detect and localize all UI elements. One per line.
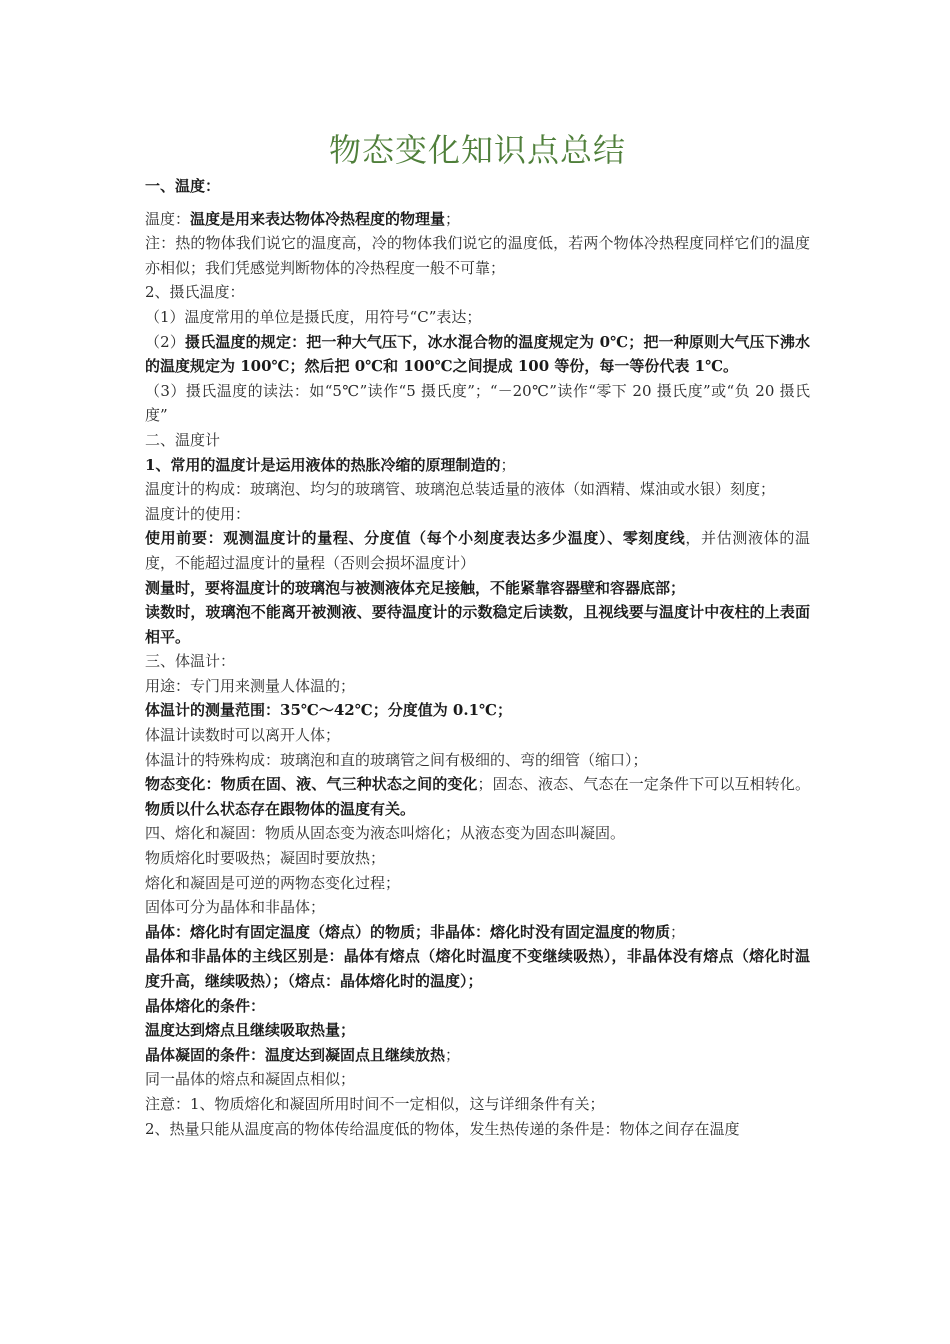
thermometer-reading: 读数时，玻璃泡不能离开被测液、要待温度计的示数稳定后读数，且视线要与温度计中夜柱的上表面相平。 <box>145 603 810 646</box>
section-heading-melting: 四、熔化和凝固：物质从固态变为液态叫熔化；从液态变为固态叫凝固。 <box>145 824 626 843</box>
thermometer-before-use: 使用前要：观测温度计的量程、分度值（每个小刻度表达多少温度）、零刻度线，并估测液体的温度，不能超过温度计的量程（否则会损坏温度计） <box>145 529 810 572</box>
celsius-point-3: （3）摄氏温度的读法：如“5℃”读作“5 摄氏度”；“－20℃”读作“零下 20 摄氏度”或“负 20 摄氏度” <box>145 381 810 425</box>
section-heading-thermometer: 二、温度计 <box>145 430 221 449</box>
clinical-thermometer-purpose: 用途：专门用来测量人体温的； <box>145 676 356 695</box>
celsius-subheading: 2、摄氏温度： <box>145 283 245 302</box>
crystal-definition: 晶体：熔化时有固定温度（熔点）的物质；非晶体：熔化时没有固定温度的物质； <box>145 922 686 941</box>
section-heading-clinical-thermometer: 三、体温计： <box>145 652 236 671</box>
clinical-thermometer-reading: 体温计读数时可以离开人体； <box>145 726 341 745</box>
melting-freezing-point: 同一晶体的熔点和凝固点相似； <box>145 1070 356 1089</box>
note-time: 注意：1、物质熔化和凝固所用时间不一定相似，这与详细条件有关； <box>145 1094 605 1113</box>
thermometer-measuring: 测量时，要将温度计的玻璃泡与被测液体充足接触，不能紧靠容器壁和容器底部； <box>145 578 686 597</box>
crystal-difference: 晶体和非晶体的主线区别是：晶体有熔点（熔化时温度不变继续吸热），非晶体没有熔点（熔化时温度升高，继续吸热）；（熔点：晶体熔化时的温度）； <box>145 947 810 990</box>
melting-heat: 物质熔化时要吸热；凝固时要放热； <box>145 849 386 868</box>
document-body <box>145 174 810 1141</box>
note-heat-transfer: 2、热量只能从温度高的物体传给温度低的物体，发生热传递的条件是：物体之间存在温度 <box>145 1119 740 1138</box>
clinical-thermometer-range: 体温计的测量范围：35℃～42℃；分度值为 0.1℃； <box>145 701 512 720</box>
thermometer-principle: 1、常用的温度计是运用液体的热胀冷缩的原理制造的； <box>145 455 516 474</box>
temperature-definition: 温度：温度是用来表达物体冷热程度的物理量； <box>145 209 461 228</box>
crystal-melting-condition: 晶体熔化的条件： <box>145 996 266 1015</box>
clinical-thermometer-structure: 体温计的特殊构成：玻璃泡和直的玻璃管之间有极细的、弯的细管（缩口）； <box>145 750 648 769</box>
melting-reversible: 熔化和凝固是可逆的两物态变化过程； <box>145 873 401 892</box>
celsius-point-1: （1）温度常用的单位是摄氏度，用符号“C”表达； <box>145 307 482 326</box>
thermometer-structure: 温度计的构成：玻璃泡、均匀的玻璃管、玻璃泡总装适量的液体（如酒精、煤油或水银）刻度； <box>145 480 776 499</box>
crystal-melting-condition-detail: 温度达到熔点且继续吸取热量； <box>145 1021 356 1040</box>
crystal-freezing-condition: 晶体凝固的条件：温度达到凝固点且继续放热； <box>145 1045 461 1064</box>
solid-types: 固体可分为晶体和非晶体； <box>145 898 326 917</box>
temperature-note: 注：热的物体我们说它的温度高，冷的物体我们说它的温度低，若两个物体冷热程度同样它们的温度亦相似；我们凭感觉判断物体的冷热程度一般不可靠； <box>145 234 810 277</box>
thermometer-usage-heading: 温度计的使用： <box>145 504 251 523</box>
section-heading-temperature: 一、温度： <box>145 177 221 195</box>
celsius-point-2: （2）摄氏温度的规定：把一种大气压下，冰水混合物的温度规定为 0℃；把一种原则大气压下沸水的温度规定为 100℃；然后把 0℃和 100℃之间提成 100 等份，每一等份代表 1℃。 <box>145 332 811 376</box>
document-title: 物态变化知识点总结 <box>328 131 626 169</box>
state-change-definition: 物态变化：物质在固、液、气三种状态之间的变化；固态、液态、气态在一定条件下可以互相转化。物质以什么状态存在跟物体的温度有关。 <box>145 775 810 818</box>
